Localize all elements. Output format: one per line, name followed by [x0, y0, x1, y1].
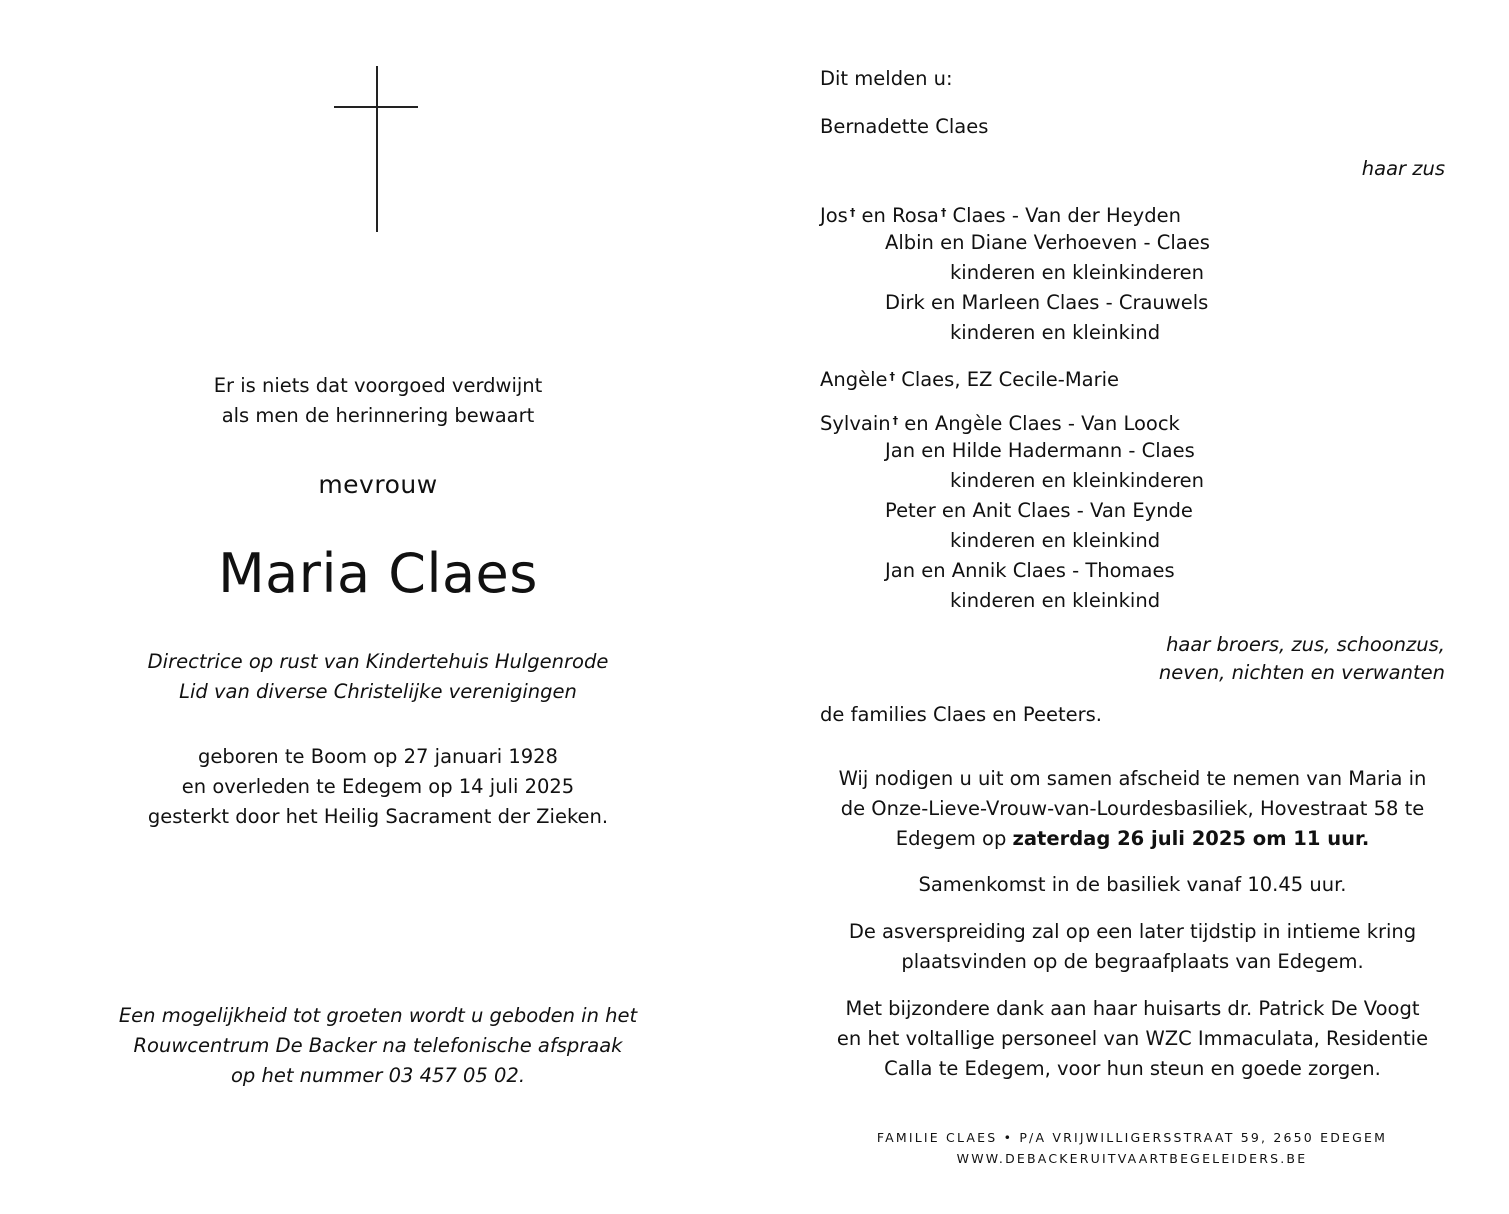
- relation-line: neven, nichten en verwanten: [1158, 661, 1445, 684]
- families: de families Claes en Peeters.: [820, 703, 1102, 726]
- family-grandchildren: kinderen en kleinkind: [950, 529, 1161, 552]
- family-child: Jan en Hilde Hadermann - Claes: [885, 439, 1195, 462]
- footer: [780, 1127, 1484, 1169]
- condolence-line: Rouwcentrum De Backer na telefonische afspraak: [133, 1034, 623, 1057]
- relation-line: haar broers, zus, schoonzus,: [1166, 633, 1445, 656]
- invitation-line: de Onze-Lieve-Vrouw-van-Lourdesbasiliek, Hovestraat 58 te: [840, 797, 1425, 820]
- quote: [60, 371, 696, 431]
- ashes: [820, 917, 1445, 977]
- family-child: Jan en Annik Claes - Thomaes: [885, 559, 1175, 582]
- invitation-line: Edegem op zaterdag 26 juli 2025 om 11 uur.: [895, 827, 1370, 850]
- role-line: Lid van diverse Christelijke verenigingen: [179, 680, 577, 703]
- family-grandchildren: kinderen en kleinkinderen: [950, 261, 1205, 284]
- family-grandchildren: kinderen en kleinkinderen: [950, 469, 1205, 492]
- ashes-line: plaatsvinden op de begraafplaats van Edegem.: [901, 950, 1364, 973]
- quote-line: Er is niets dat voorgoed verdwijnt: [213, 374, 543, 397]
- footer-address: FAMILIE CLAES • P/A VRIJWILLIGERSSTRAAT 59, 2650 EDEGEM: [876, 1130, 1388, 1145]
- family-head: Sylvain † en Angèle Claes - Van Loock: [820, 412, 1180, 435]
- cross-icon: [334, 66, 418, 232]
- gathering: Samenkomst in de basiliek vanaf 10.45 uur.: [918, 873, 1347, 896]
- life-line: geboren te Boom op 27 januari 1928: [198, 745, 558, 768]
- family-head: Jos † en Rosa † Claes - Van der Heyden: [820, 204, 1181, 227]
- life-line: en overleden te Edegem op 14 juli 2025: [181, 775, 575, 798]
- quote-line: als men de herinnering bewaart: [221, 404, 535, 427]
- condolence-line: Een mogelijkheid tot groeten wordt u geboden in het: [118, 1004, 638, 1027]
- condolence-line: op het nummer 03 457 05 02.: [230, 1064, 526, 1087]
- family-child: Dirk en Marleen Claes - Crauwels: [885, 291, 1209, 314]
- dagger-icon: †: [892, 414, 899, 427]
- thanks: [820, 994, 1445, 1084]
- life-dates: [60, 742, 696, 832]
- invitation: [820, 764, 1445, 854]
- intro: Dit melden u:: [820, 67, 953, 90]
- dagger-icon: †: [889, 370, 895, 383]
- service-datetime: zaterdag 26 juli 2025 om 11 uur.: [1012, 827, 1370, 850]
- ashes-line: De asverspreiding zal op een later tijdstip in intieme kring: [848, 920, 1417, 943]
- family-grandchildren: kinderen en kleinkind: [950, 589, 1161, 612]
- thanks-line: Met bijzondere dank aan haar huisarts dr. Patrick De Voogt: [845, 997, 1420, 1020]
- sister-name: Bernadette Claes: [820, 115, 989, 138]
- life-line: gesterkt door het Heilig Sacrament der Zieken.: [147, 805, 609, 828]
- thanks-line: Calla te Edegem, voor hun steun en goede zorgen.: [884, 1057, 1381, 1080]
- thanks-line: en het voltallige personeel van WZC Immaculata, Residentie: [836, 1027, 1429, 1050]
- dagger-icon: †: [849, 206, 856, 219]
- invitation-line: Wij nodigen u uit om samen afscheid te nemen van Maria in: [838, 767, 1427, 790]
- footer-website: WWW.DEBACKERUITVAARTBEGELEIDERS.BE: [956, 1151, 1308, 1166]
- deceased-name: Maria Claes: [218, 542, 538, 605]
- honorific: mevrouw: [318, 470, 438, 499]
- family-grandchildren: kinderen en kleinkind: [950, 321, 1161, 344]
- sister-relation: haar zus: [1361, 157, 1445, 180]
- role-line: Directrice op rust van Kindertehuis Hulgenrode: [147, 650, 609, 673]
- family-child: Peter en Anit Claes - Van Eynde: [885, 499, 1193, 522]
- family-child: Albin en Diane Verhoeven - Claes: [885, 231, 1210, 254]
- dagger-icon: †: [940, 206, 947, 219]
- roles: [60, 647, 696, 707]
- family-head: Angèle † Claes, EZ Cecile-Marie: [820, 368, 1120, 391]
- condolence-info: [60, 1001, 696, 1091]
